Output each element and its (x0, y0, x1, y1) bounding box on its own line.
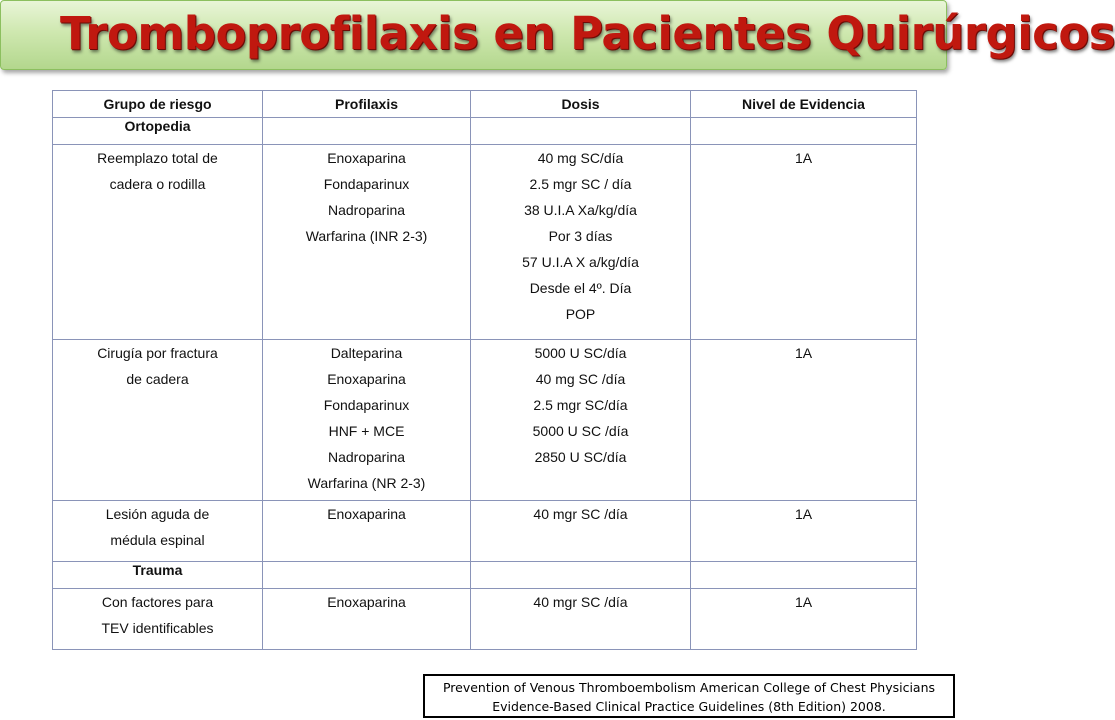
empty-cell (263, 118, 471, 145)
cell-line: Nadroparina (327, 449, 406, 465)
cell-line: Enoxaparina (327, 371, 406, 387)
dose-cell (471, 501, 691, 562)
table-row (53, 145, 917, 340)
prophylaxis-cell (263, 340, 471, 501)
cell-line: 1A (794, 150, 813, 166)
cell-line: 5000 U SC /día (532, 423, 629, 439)
section-label: Ortopedia (53, 118, 263, 145)
section-row (53, 562, 917, 589)
evidence-cell (691, 145, 917, 340)
table-row (53, 340, 917, 501)
prophylaxis-cell (263, 145, 471, 340)
table-header-row (53, 91, 917, 118)
evidence-cell (691, 501, 917, 562)
cell-line: Lesión aguda de (105, 506, 210, 522)
cell-line: Por 3 días (548, 228, 613, 244)
empty-cell (691, 562, 917, 589)
cell-line: Enoxaparina (327, 150, 406, 166)
cell-line: de cadera (126, 371, 189, 387)
page-title: Tromboprofilaxis en Pacientes Quirúrgicos (60, 7, 1115, 60)
cell-line: 40 mg SC/día (537, 150, 624, 166)
column-header: Grupo de riesgo (53, 91, 263, 118)
table-row (53, 501, 917, 562)
cell-line: cadera o rodilla (109, 176, 206, 192)
cell-line: médula espinal (110, 532, 205, 548)
cell-line: Reemplazo total de (97, 150, 218, 166)
cell-line: HNF + MCE (328, 423, 405, 439)
empty-cell (691, 118, 917, 145)
empty-cell (471, 562, 691, 589)
cell-line: Warfarina (NR 2-3) (307, 475, 426, 491)
cell-line: TEV identificables (101, 620, 214, 636)
cell-line: Cirugía por fractura (97, 345, 218, 361)
table-row (53, 589, 917, 650)
cell-line: Warfarina (INR 2-3) (305, 228, 428, 244)
empty-cell (471, 118, 691, 145)
section-label: Trauma (53, 562, 263, 589)
empty-cell (263, 562, 471, 589)
prophylaxis-table (52, 90, 917, 650)
cell-line: Enoxaparina (327, 594, 406, 610)
cell-line: 2850 U SC/día (534, 449, 627, 465)
cell-line: Fondaparinux (323, 397, 410, 413)
risk-group-cell (53, 501, 263, 562)
cell-line: 5000 U SC/día (534, 345, 627, 361)
evidence-cell (691, 340, 917, 501)
column-header: Dosis (471, 91, 691, 118)
column-header: Profilaxis (263, 91, 471, 118)
cell-line: Fondaparinux (323, 176, 410, 192)
citation-line: Prevention of Venous Thromboembolism American College of Chest Physicians (442, 680, 936, 695)
cell-line: 40 mg SC /día (535, 371, 626, 387)
section-row (53, 118, 917, 145)
prophylaxis-cell (263, 589, 471, 650)
cell-line: 2.5 mgr SC / día (529, 176, 632, 192)
cell-line: 2.5 mgr SC/día (533, 397, 628, 413)
cell-line: Desde el 4º. Día (529, 280, 632, 296)
risk-group-cell (53, 340, 263, 501)
column-header: Nivel de Evidencia (691, 91, 917, 118)
dose-cell (471, 340, 691, 501)
evidence-cell (691, 589, 917, 650)
cell-line: Dalteparina (330, 345, 403, 361)
citation-line: Evidence-Based Clinical Practice Guidelines (8th Edition) 2008. (492, 699, 886, 714)
cell-line: 1A (794, 594, 813, 610)
cell-line: 40 mgr SC /día (533, 506, 628, 522)
cell-line: Enoxaparina (327, 506, 406, 522)
cell-line: 40 mgr SC /día (533, 594, 628, 610)
dose-cell (471, 589, 691, 650)
cell-line: 38 U.I.A Xa/kg/día (524, 202, 637, 218)
risk-group-cell (53, 589, 263, 650)
cell-line: Nadroparina (327, 202, 406, 218)
prophylaxis-cell (263, 501, 471, 562)
cell-line: Con factores para (101, 594, 214, 610)
cell-line: 1A (794, 345, 813, 361)
cell-line: POP (565, 306, 596, 322)
risk-group-cell (53, 145, 263, 340)
cell-line: 1A (794, 506, 813, 522)
dose-cell (471, 145, 691, 340)
cell-line: 57 U.I.A X a/kg/día (522, 254, 639, 270)
citation-box (423, 674, 955, 718)
